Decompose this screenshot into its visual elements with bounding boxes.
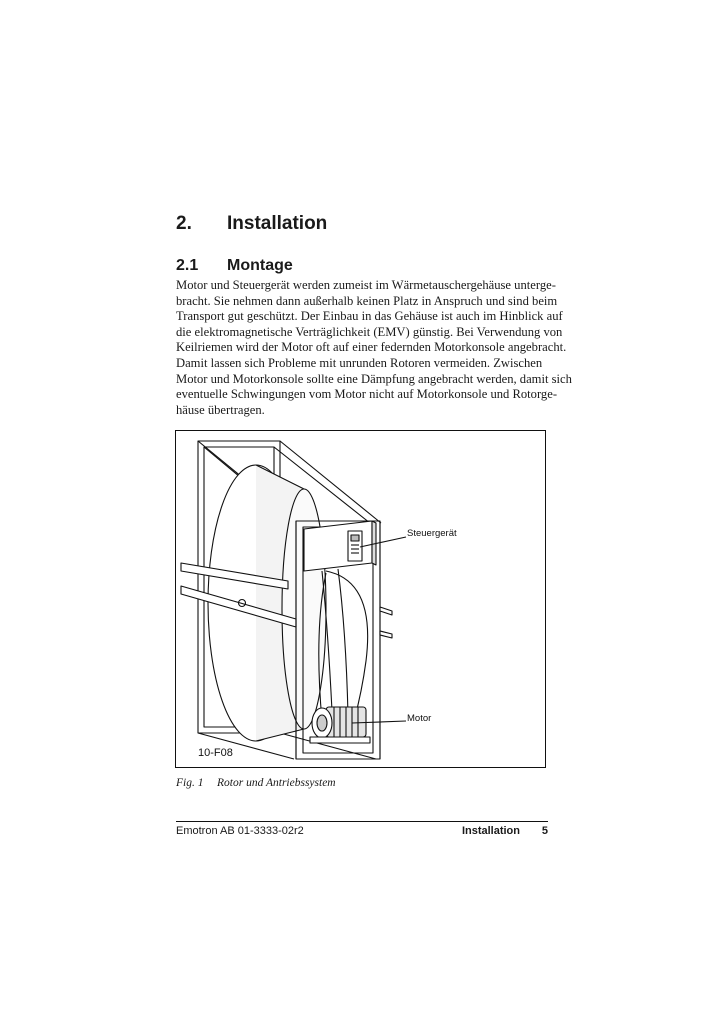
section-title: Montage xyxy=(227,257,293,274)
footer-section: Installation xyxy=(461,825,520,837)
body-line: Motor und Steuergerät werden zumeist im Wärmetauschergehäuse unterge- xyxy=(176,278,556,292)
body-line: Keilriemen wird der Motor oft auf einer federnden Motorkonsole angebracht. xyxy=(176,340,567,355)
body-paragraph xyxy=(176,278,572,418)
callout-controller: Steuergerät xyxy=(407,528,457,539)
section-number: 2.1 xyxy=(176,257,199,274)
footer-document-id: Emotron AB 01-3333-02r2 xyxy=(176,825,304,837)
body-line: die elektromagnetische Verträglichkeit (EMV) günstig. Bei Verwendung von xyxy=(176,324,563,339)
body-line: bracht. Sie nehmen dann außerhalb keinen Platz in Anspruch und sind beim xyxy=(176,293,558,308)
body-line: häuse übertragen. xyxy=(176,402,265,417)
figure-id-label: 10-F08 xyxy=(198,747,233,759)
page-number: 5 xyxy=(541,825,548,837)
page-footer xyxy=(176,825,548,841)
footer-divider xyxy=(176,821,548,822)
caption-label: Fig. 1 xyxy=(176,777,204,789)
body-line: Motor und Motorkonsole sollte eine Dämpfung angebracht werden, damit sich xyxy=(176,371,572,386)
chapter-title: Installation xyxy=(227,213,328,234)
caption-text: Rotor und Antriebssystem xyxy=(217,777,336,789)
rotor-drawing xyxy=(176,431,546,768)
body-line: Damit lassen sich Probleme mit unrunden Rotoren vermeiden. Zwischen xyxy=(176,355,543,370)
body-line: Transport gut geschützt. Der Einbau in das Gehäuse ist auch im Hinblick auf xyxy=(176,309,563,324)
chapter-number: 2. xyxy=(176,213,192,234)
callout-motor: Motor xyxy=(407,713,432,724)
body-line: eventuelle Schwingungen vom Motor nicht auf Motorkonsole und Rotorge- xyxy=(176,387,558,402)
figure-frame xyxy=(175,430,546,768)
